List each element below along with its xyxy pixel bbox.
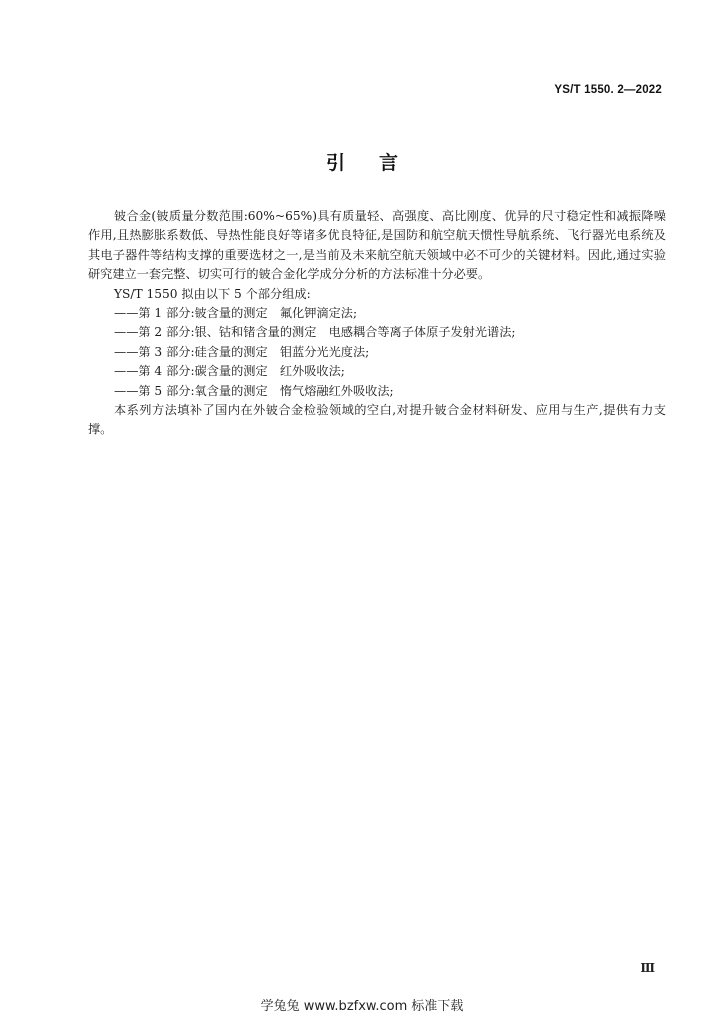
part-list-item-1: ——第 1 部分:铍含量的测定 氟化钾滴定法;	[114, 306, 358, 321]
conclusion-paragraph: 本系列方法填补了国内在外铍合金检验领域的空白,对提升铍合金材料研发、应用与生产,提供有力支撑。	[88, 403, 666, 437]
part-list-item-4: ——第 4 部分:碳含量的测定 红外吸收法;	[114, 364, 345, 379]
body-text	[88, 207, 666, 440]
document-code: YS/T 1550. 2—2022	[554, 84, 662, 96]
intro-paragraph: 铍合金(铍质量分数范围:60%~65%)具有质量轻、高强度、高比刚度、优异的尺寸稳定性和减振降噪作用,且热膨胀系数低、导热性能良好等诸多优良特征,是国防和航空航天惯性导航系统、飞行器光电系统及其电子器件等结构支撑的重要选材之一,是当前及未来航空航天领域中必不可少的关键材料。因此,通过实验研究建立一套完整、切实可行的铍合金化学成分分析的方法标准十分必要。	[88, 209, 666, 282]
watermark-link[interactable]: 学兔兔 www.bzfxw.com 标准下载	[260, 999, 464, 1014]
part-list-item-3: ——第 3 部分:硅含量的测定 钼蓝分光光度法;	[114, 344, 370, 359]
part-list-item-2: ——第 2 部分:银、钴和锗含量的测定 电感耦合等离子体原子发射光谱法;	[114, 325, 516, 340]
page-number: Ⅲ	[640, 961, 655, 975]
parts-lead-paragraph: YS/T 1550 拟由以下 5 个部分组成:	[114, 286, 311, 301]
part-list-item-5: ——第 5 部分:氧含量的测定 惰气熔融红外吸收法;	[114, 383, 394, 398]
page-title: 引言	[325, 152, 432, 174]
